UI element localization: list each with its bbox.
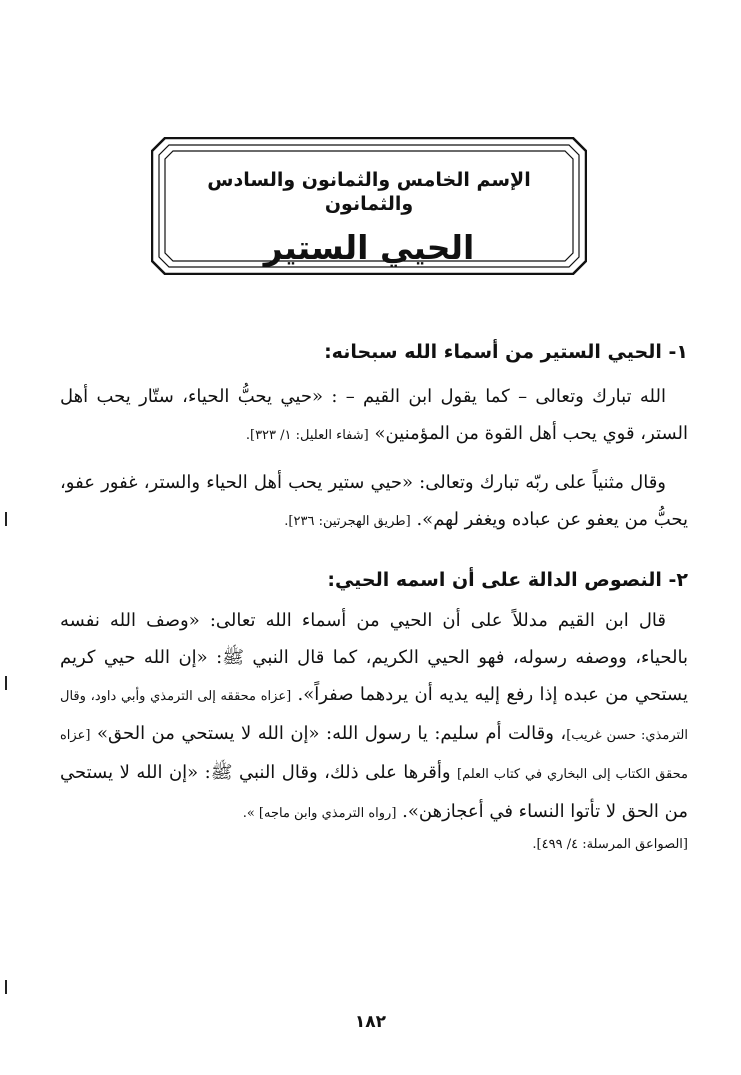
citation: [شفاء العليل: ١/ ٣٢٣]. xyxy=(245,428,369,443)
citation: [عزاه محقق الكتاب إلى البخاري في كتاب العلم] xyxy=(60,728,688,782)
scan-edge-mark xyxy=(5,512,7,526)
scan-edge-mark xyxy=(5,980,7,994)
scan-edge-mark xyxy=(5,676,7,690)
name-number-subtitle: الإسم الخامس والثمانون والسادس والثمانون xyxy=(207,169,531,215)
section-1-paragraph-2 xyxy=(60,464,688,540)
quote-text: قال ابن القيم مدللاً على أن الحيي من أسماء الله تعالى: «وصف الله نفسه بالحياء، ووصفه رسوله، فهو الحيي الكريم، كما قال النبي ﷺ: «إن الله حيي كريم يستحي من عبده إذا رفع إليه يديه أن يردهما صفراً». xyxy=(60,610,688,705)
quote-text: وقال مثنياً على ربّه تبارك وتعالى: «حيي ستير يحب أهل الحياء والستر، غفور عفو، يحبُّ من يعفو عن عباده ويغفر لهم». xyxy=(60,472,688,530)
title-frame-content xyxy=(168,152,570,267)
quote-text: وأقرها على ذلك، وقال النبي ﷺ: «إن الله لا يستحي من الحق لا تأتوا النساء في أعجازهن». xyxy=(60,762,688,822)
citation: [طريق الهجرتين: ٢٣٦]. xyxy=(284,514,411,529)
page-number: ١٨٢ xyxy=(354,1012,387,1032)
section-1-heading: ١- الحيي الستير من أسماء الله سبحانه: xyxy=(324,341,688,363)
section-1 xyxy=(60,338,688,540)
chapter-title: الحيي الستير xyxy=(263,228,475,267)
section-1-paragraph-1 xyxy=(60,378,688,454)
quote-text: الله تبارك وتعالى – كما يقول ابن القيم – : «حيي يحبُّ الحياء، ستّار يحب أهل الستر، قوي يحب أهل القوة من المؤمنين» xyxy=(60,386,688,444)
section-2 xyxy=(60,566,688,858)
source-reference: [الصواعق المرسلة: ٤/ ٤٩٩]. xyxy=(532,837,688,852)
section-2-paragraph xyxy=(60,602,688,832)
citation: [عزاه محققه إلى الترمذي وأبي داود، وقال الترمذي: حسن غريب] xyxy=(60,689,688,743)
citation: [رواه الترمذي وابن ماجه] ». xyxy=(242,806,397,821)
quote-text: ، وقالت أم سليم: يا رسول الله: «إن الله لا يستحي من الحق» xyxy=(96,723,567,744)
section-2-heading: ٢- النصوص الدالة على أن اسمه الحيي: xyxy=(327,569,688,591)
